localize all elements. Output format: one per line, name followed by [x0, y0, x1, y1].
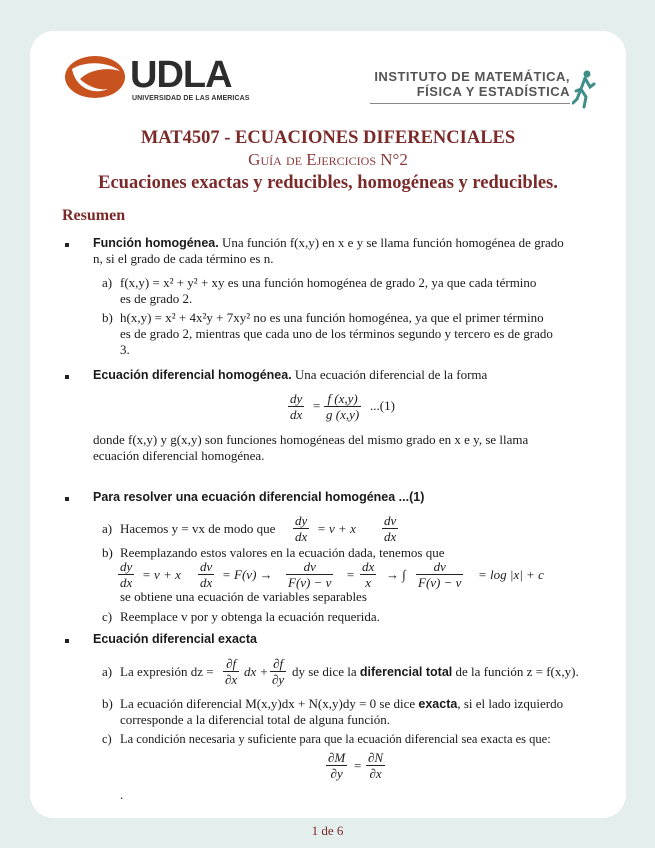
exact-c-text: La condición necesaria y suficiente para que la ecuación diferencial sea exacta es que:	[120, 732, 551, 746]
solve-b-f4-num: dx	[362, 559, 375, 574]
edh-title: Ecuación diferencial homogénea.	[93, 368, 292, 382]
exact-dot: .	[120, 787, 124, 802]
solve-a-frac-dvdx	[382, 513, 398, 544]
exact-a-f1-num: ∂f	[223, 656, 239, 672]
solve-b-f2-num: dv	[200, 559, 213, 574]
document-page	[30, 31, 626, 818]
exact-title: Ecuación diferencial exacta	[93, 632, 257, 646]
solve-b-f2-den: dx	[200, 575, 213, 590]
runner-figure-icon	[572, 69, 596, 109]
edh-text: Una ecuación diferencial de la forma	[294, 367, 488, 382]
exact-b-text-3: corresponde a la diferencial total de alguna función.	[120, 712, 390, 727]
exact-c-f2-den: ∂x	[369, 766, 382, 781]
hom-text-1: Una función f(x,y) en x e y se llama función homogénea de grado	[221, 235, 564, 250]
edh-frac2-den: g (x,y)	[326, 407, 360, 422]
solve-b-text: Reemplazando estos valores en la ecuación dada, tenemos que	[120, 545, 445, 560]
edh-frac2-num: f (x,y)	[324, 391, 361, 407]
bullet	[65, 243, 69, 247]
topic-title: Ecuaciones exactas y reducibles, homogéneas y reducibles.	[98, 173, 558, 193]
institute-logo	[370, 69, 600, 115]
solve-b-frac-4	[360, 559, 376, 590]
exact-a-mid: dx +	[244, 664, 269, 679]
solve-title: Para resolver una ecuación diferencial homogénea ...(1)	[93, 490, 425, 504]
solve-b-frac-2	[198, 559, 214, 590]
hom-a-label: a)	[102, 275, 113, 290]
edh-tag: ...(1)	[370, 398, 395, 413]
hom-a-text-1: f(x,y) = x² + y² + xy es una función homogénea de grado 2, ya que cada término	[120, 275, 537, 290]
solve-b-f4-den: x	[365, 575, 372, 590]
exact-a-bold: diferencial total	[359, 665, 453, 679]
exact-a-f2-num: ∂f	[270, 656, 286, 672]
exact-a-f2-den: ∂y	[272, 672, 285, 687]
solve-a-frac-num: dy	[295, 513, 308, 528]
solve-b-frac-1	[118, 559, 134, 590]
solve-b-label: b)	[102, 545, 113, 560]
institute-line-2: FÍSICA Y ESTADÍSTICA	[416, 84, 570, 99]
course-title: MAT4507 - ECUACIONES DIFERENCIALES	[140, 128, 516, 148]
bullet	[65, 375, 69, 379]
exact-c-eq: =	[354, 758, 362, 773]
solve-b-f1-den: dx	[120, 575, 133, 590]
page-number: 1 de 6	[311, 823, 344, 838]
exact-b-label: b)	[102, 696, 113, 711]
exact-a-f1-den: ∂x	[225, 672, 238, 687]
edh-frac-fg	[324, 391, 361, 422]
exact-b-text-2: , si el lado izquierdo	[457, 696, 564, 711]
exact-c-f1-num: ∂M	[328, 750, 346, 765]
institute-rule	[370, 103, 570, 104]
bullet	[65, 497, 69, 501]
solve-b-f1-num: dy	[120, 559, 133, 574]
udla-logo	[64, 53, 250, 105]
solve-b-frac-3	[286, 559, 333, 590]
hom-title: Función homogénea.	[93, 236, 219, 250]
hom-b-text-2: es de grado 2, mientras que cada uno de los términos segundo y tercero es de grado	[120, 326, 553, 341]
exact-b-text-1: La ecuación diferencial M(x,y)dx + N(x,y)dy = 0 se dice	[120, 696, 416, 711]
bullet	[65, 639, 69, 643]
exact-a-text-3: de la función z = f(x,y).	[455, 664, 579, 679]
edh-frac1-num: dy	[290, 391, 303, 406]
exact-a-label: a)	[102, 664, 113, 679]
solve-b-eq4: → ∫	[386, 567, 406, 582]
solve-a-frac-den: dx	[295, 529, 308, 544]
solve-a-frac-dydx	[293, 513, 309, 544]
exact-c-f2-num: ∂N	[368, 750, 384, 765]
hom-b-text-3: 3.	[120, 342, 130, 357]
solve-b-eq5: = log |x| + c	[478, 567, 544, 582]
edh-after-1: donde f(x,y) y g(x,y) son funciones homogéneas del mismo grado en x e y, se llama	[93, 432, 529, 447]
hom-text-2: n, si el grado de cada término es n.	[93, 251, 274, 266]
exact-c-label: c)	[102, 732, 112, 746]
exact-a-line	[292, 664, 579, 680]
solve-b-f5-num: dv	[416, 559, 463, 575]
guide-title: Guía de Ejercicios N°2	[248, 150, 408, 169]
exact-a-frac-2	[270, 656, 286, 687]
solve-a-mid: = v + x	[317, 521, 356, 536]
edh-line	[93, 367, 487, 383]
solve-b-eq3: =	[346, 567, 355, 582]
exact-b-bold: exacta	[418, 697, 458, 711]
exact-c-frac-2	[366, 750, 385, 781]
solve-b-frac-5	[416, 559, 463, 590]
solve-c-text: Reemplace v por y obtenga la ecuación requerida.	[120, 609, 380, 624]
solve-a-label: a)	[102, 521, 113, 536]
hom-a-text-2: es de grado 2.	[120, 291, 193, 306]
exact-b-line	[120, 696, 563, 712]
edh-after-2: ecuación diferencial homogénea.	[93, 448, 265, 463]
solve-b-f5-den: F(v) − v	[418, 575, 462, 590]
udla-subtitle: UNIVERSIDAD DE LAS AMERICAS	[132, 95, 250, 102]
solve-b-text-2: se obtiene una ecuación de variables separables	[120, 589, 367, 604]
edh-frac-dydx	[288, 391, 304, 422]
udla-wordmark: UDLA	[130, 54, 232, 96]
hom-line-1	[93, 235, 564, 251]
solve-b-eq2: = F(v) →	[222, 567, 273, 582]
udla-swirl-icon	[64, 55, 126, 99]
exact-a-frac-1	[223, 656, 239, 687]
exact-a-text-2: dy se dice la	[292, 664, 357, 679]
solve-b-f3-num: dv	[286, 559, 333, 575]
exact-a-text-1: La expresión dz =	[120, 664, 214, 679]
edh-frac1-den: dx	[290, 407, 303, 422]
edh-eq: =	[313, 398, 321, 413]
hom-b-text-1: h(x,y) = x² + 4x²y + 7xy² no es una función homogénea, ya que el primer término	[120, 310, 544, 325]
hom-b-label: b)	[102, 310, 113, 325]
exact-c-f1-den: ∂y	[330, 766, 343, 781]
solve-a-text: Hacemos y = vx de modo que	[120, 521, 276, 536]
solve-a-frac2-den: dx	[384, 529, 397, 544]
institute-line-1: INSTITUTO DE MATEMÁTICA,	[374, 69, 570, 84]
solve-b-f3-den: F(v) − v	[288, 575, 332, 590]
solve-a-frac2-num: dv	[384, 513, 397, 528]
solve-c-label: c)	[102, 609, 113, 624]
section-title: Resumen	[62, 207, 126, 224]
solve-b-eq1: = v + x	[142, 567, 181, 582]
exact-c-frac-1	[326, 750, 347, 781]
